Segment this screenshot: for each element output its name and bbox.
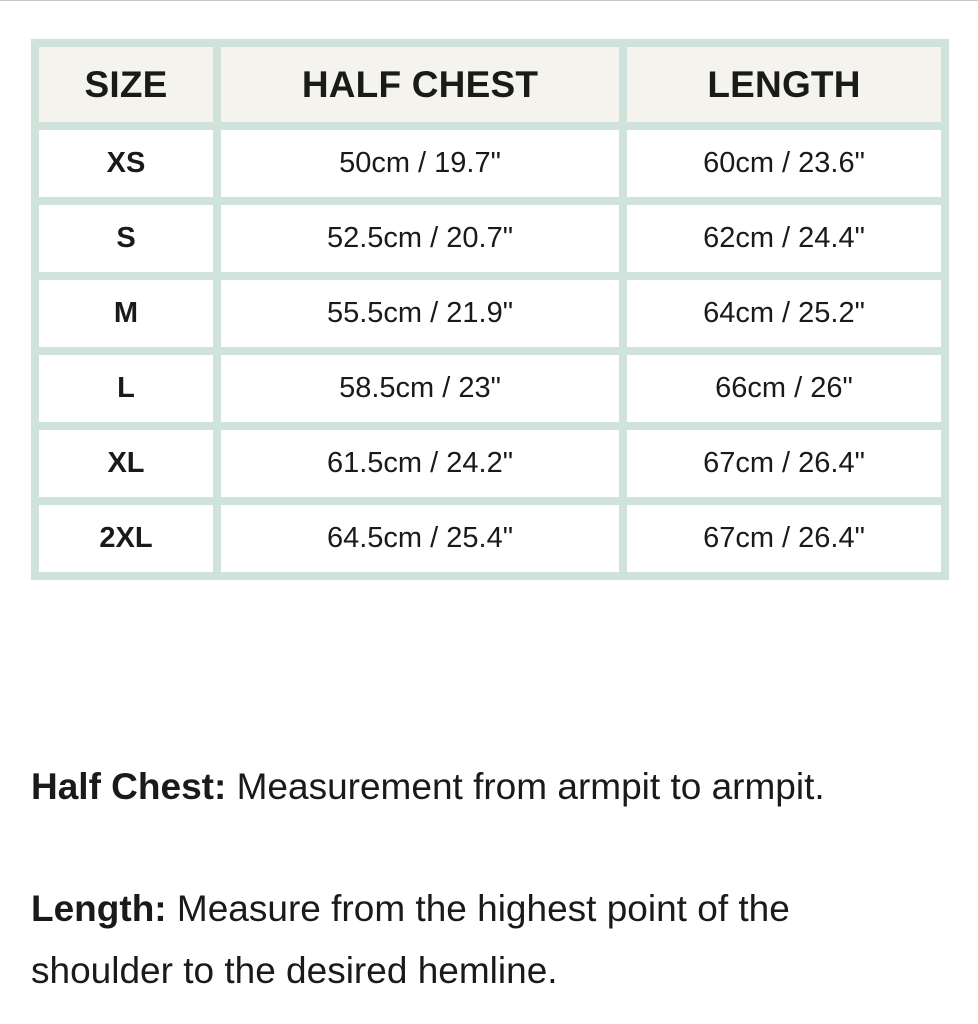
size-cell: XS (39, 130, 213, 197)
table-row (39, 355, 941, 422)
header-half-chest: HALF CHEST (221, 47, 619, 122)
length-note-text: Measure from the highest point of the shoulder to the desired hemline. (31, 888, 790, 991)
length-cell: 67cm / 26.4" (627, 430, 941, 497)
length-note-label: Length: (31, 888, 167, 929)
length-cell: 67cm / 26.4" (627, 505, 941, 572)
size-cell: M (39, 280, 213, 347)
size-cell: XL (39, 430, 213, 497)
header-size: SIZE (39, 47, 213, 122)
half-chest-cell: 64.5cm / 25.4" (221, 505, 619, 572)
table-row (39, 430, 941, 497)
table-header-row (39, 47, 941, 122)
length-note (31, 878, 891, 1002)
half-chest-note-text: Measurement from armpit to armpit. (226, 766, 825, 807)
size-cell: L (39, 355, 213, 422)
table-row (39, 280, 941, 347)
table-row (39, 205, 941, 272)
table-row (39, 505, 941, 572)
half-chest-cell: 50cm / 19.7" (221, 130, 619, 197)
half-chest-note-label: Half Chest: (31, 766, 227, 807)
half-chest-cell: 55.5cm / 21.9" (221, 280, 619, 347)
half-chest-cell: 52.5cm / 20.7" (221, 205, 619, 272)
length-cell: 66cm / 26" (627, 355, 941, 422)
half-chest-cell: 61.5cm / 24.2" (221, 430, 619, 497)
half-chest-cell: 58.5cm / 23" (221, 355, 619, 422)
size-cell: 2XL (39, 505, 213, 572)
length-cell: 62cm / 24.4" (627, 205, 941, 272)
length-cell: 60cm / 23.6" (627, 130, 941, 197)
length-cell: 64cm / 25.2" (627, 280, 941, 347)
header-length: LENGTH (627, 47, 941, 122)
half-chest-note (31, 756, 931, 818)
size-cell: S (39, 205, 213, 272)
top-divider (0, 0, 978, 1)
size-chart-table (31, 39, 949, 580)
table-row (39, 130, 941, 197)
